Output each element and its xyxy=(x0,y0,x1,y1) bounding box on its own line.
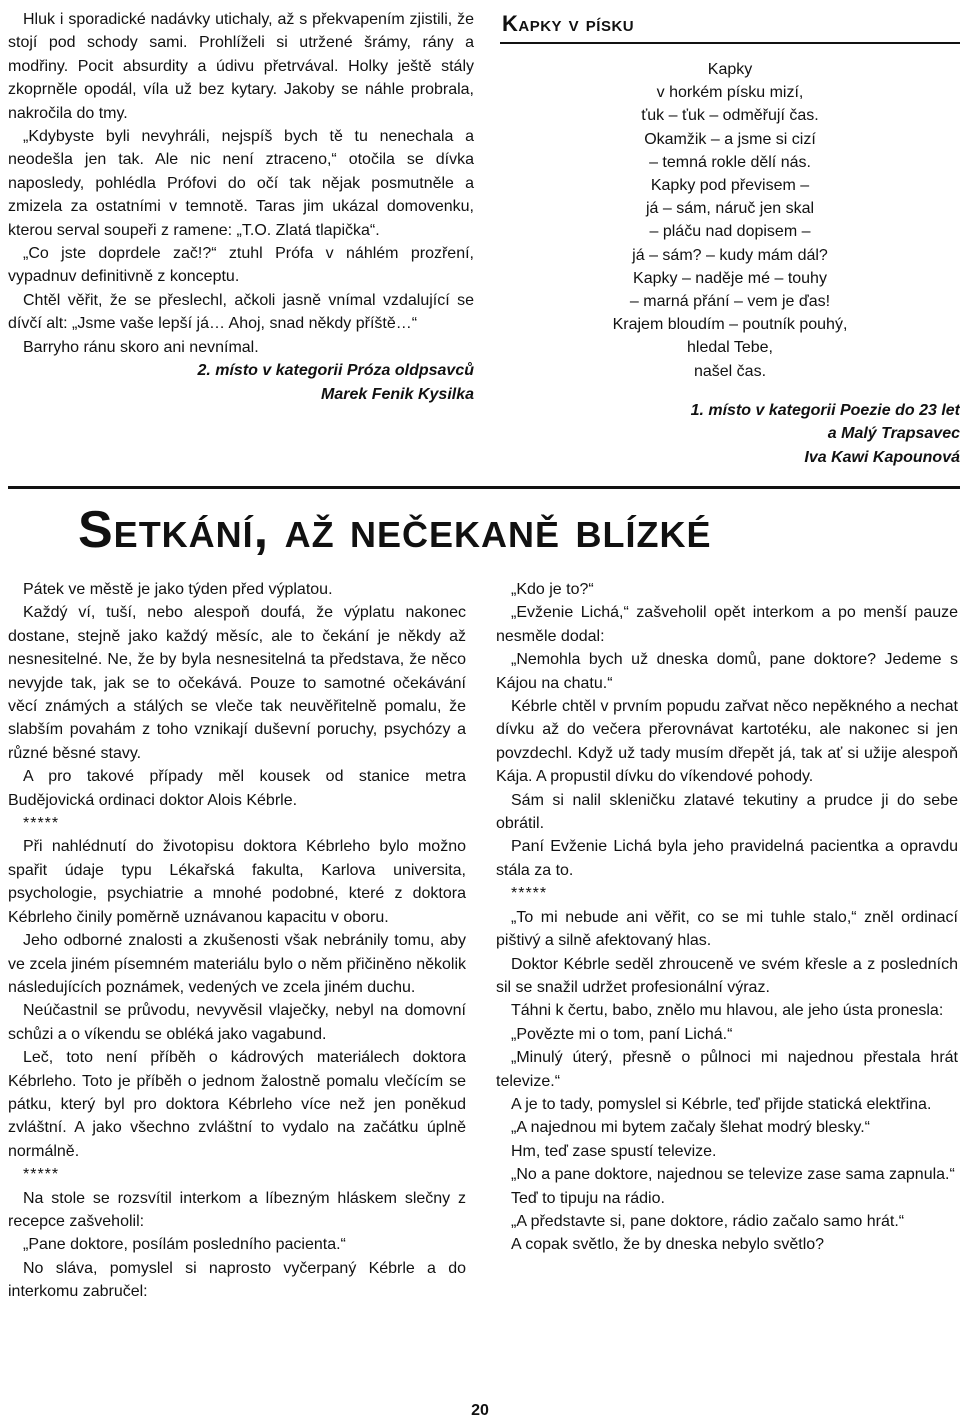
poem-line: Okamžik – a jsme si cizí xyxy=(644,130,816,148)
paragraph: Každý ví, tuší, nebo alespoň doufá, že výplatu nakonec dostane, stejně jako každý měsíc, ale to čekání je někdy až nesnesitelné. Ne, že by byla nesnesitelná ta představa, že něco nevyjde tak, jak se to očekává. Pouze to samotné očekávání věcí známých a stálých se vleče tak neuvěřitelně pomalu, že slabším povahám z toho vznikají duševní poruchy, psychózy a různé běsné stavy. xyxy=(8,604,466,762)
section-separator: ***** xyxy=(23,1166,60,1184)
poem-credit xyxy=(500,399,960,470)
paragraph: „Kdo je to?“ xyxy=(511,581,594,598)
poem-line: našel čas. xyxy=(693,362,767,380)
paragraph: A copak světlo, že by dneska nebylo světlo? xyxy=(511,1236,825,1254)
poem-line: v horkém písku mizí, xyxy=(656,84,804,102)
paragraph: Doktor Kébrle seděl zhrouceně ve svém křesle a z posledních sil se snažil udržet profesionální výraz. xyxy=(496,955,958,996)
paragraph: „Minulý úterý, přesně o půlnoci mi najednou přestala hrát televize.“ xyxy=(496,1049,958,1090)
paragraph: Leč, toto není příběh o kádrových materiálech doktora Kébrleho. Toto je příběh o jednom žalostně pomalu vlečícím se pátku, který byl pro doktora Kébrleho více než jen poněkud zvláštní. A jako všechno zvláštní to vydalo na začátku úplně normálně. xyxy=(8,1049,466,1160)
poem-line: Kapky pod převisem – xyxy=(650,177,810,195)
paragraph: Sám si nalil skleničku zlatavé tekutiny a prudce ji do sebe obrátil. xyxy=(496,791,958,833)
poem-line: Krajem bloudím – poutník pouhý, xyxy=(612,316,848,334)
story-ending-column xyxy=(8,8,474,406)
paragraph: „A představte si, pane doktore, rádio začalo samo hrát.“ xyxy=(511,1212,905,1230)
article-heading: Setkání, až nečekaně blízké xyxy=(78,501,712,559)
poem-line: – marná přání – vem je ďas! xyxy=(629,293,831,311)
poem-line: ťuk – ťuk – odměřují čas. xyxy=(641,107,819,125)
paragraph: Na stole se rozsvítil interkom a líbezným hláskem slečny z recepce zašveholil: xyxy=(8,1189,466,1230)
poem-line: hledal Tebe, xyxy=(687,339,773,357)
poem-line: já – sám, náruč jen skal xyxy=(645,200,815,218)
paragraph: Barryho ránu skoro ani nevnímal. xyxy=(23,338,259,356)
credit-line: Iva Kawi Kapounová xyxy=(804,448,960,466)
poem-line: Kapky – naděje mé – touhy xyxy=(633,269,827,287)
paragraph: „To mi nebude ani věřit, co se mi tuhle stalo,“ zněl ordinací pištivý a silně afektovaný hlas. xyxy=(496,908,958,950)
paragraph: „Pane doktore, posílám posledního pacienta.“ xyxy=(23,1236,346,1254)
credit-line: 2. místo v kategorii Próza oldpsavců xyxy=(197,362,474,380)
article-column-right xyxy=(496,578,958,1257)
paragraph: Pátek ve městě je jako týden před výplatou. xyxy=(23,581,333,598)
paragraph: „A najednou mi bytem začaly šlehat modrý blesky.“ xyxy=(511,1119,870,1137)
poem-line: – pláču nad dopisem – xyxy=(649,223,811,241)
page-number: 20 xyxy=(471,1402,489,1419)
paragraph: A pro takové případy měl kousek od stanice metra Budějovická ordinaci doktor Alois Kébrle. xyxy=(8,768,466,809)
paragraph: Paní Evženie Lichá byla jeho pravidelná pacientka a opravdu stála za to. xyxy=(496,838,958,879)
paragraph: „Kdybyste byli nevyhráli, nejspíš bych tě tu nenechala a neodešla jen tak. Ale nic není ztraceno,“ otočila se dívka naposledy, pohlédla Prófovi do očí tak nějak posmutněle a zmizela za ostatními v temnotě. Taras jim ukázal domovenku, kterou serval soupeři z ramene: „T.O. Zlatá tlapička“. xyxy=(8,128,474,239)
paragraph: „Nemohla bych už dneska domů, pane doktore? Jedeme s Kájou na chatu.“ xyxy=(496,651,958,692)
paragraph: „No a pane doktore, najednou se televize zase sama zapnula.“ xyxy=(511,1166,955,1184)
poem-column xyxy=(500,8,960,469)
paragraph: Při nahlédnutí do životopisu doktora Kébrleho bylo možno spařit údaje typu Lékařská fakulta, Karlova universita, psychologie, psychiatrie a mnohé podobné, které z doktora Kébrleho činily poměrně uznávanou kapacitu v oboru. xyxy=(8,838,466,926)
poem-line: – temná rokle dělí nás. xyxy=(649,153,811,171)
paragraph: „Evženie Lichá,“ zašveholil opět interkom a po menší pauze nesměle dodal: xyxy=(496,604,958,645)
paragraph: Kébrle chtěl v prvním popudu zařvat něco nepěkného a nechat dívku až do večera přerovnávat kartotéku, ale nakonec si jen povzdechl. Když už tady musím dřepět já, tak ať si užije alespoň Kája. A propustil dívku do víkendové pohody. xyxy=(496,698,958,786)
paragraph: Teď to tipuju na rádio. xyxy=(511,1189,665,1207)
poem-line: já – sám? – kudy mám dál? xyxy=(632,246,828,264)
poem-title: Kapky v písku xyxy=(500,8,960,44)
paragraph: No sláva, pomyslel si naprosto vyčerpaný Kébrle a do interkomu zabručel: xyxy=(8,1259,466,1301)
section-divider xyxy=(8,486,960,489)
paragraph: Chtěl věřit, že se přeslechl, ačkoli jasně vnímal vzdalující se dívčí alt: „Jsme vaše lepší já… Ahoj, snad někdy příště…“ xyxy=(8,291,474,333)
paragraph: Táhni k čertu, babo, znělo mu hlavou, ale jeho ústa pronesla: xyxy=(511,1002,944,1020)
paragraph: „Co jste doprdele zač!?“ ztuhl Prófa v náhlém prozření, vypadnuv definitivně z konceptu. xyxy=(8,245,474,286)
paragraph: Hluk i sporadické nadávky utichaly, až s překvapením zjistili, že stojí pod schody sami. Prohlíželi si utržené šrámy, rány a modřiny. Pocit absurdity a údivu přetrvával. Holky ještě stály zkoprněle opodál, víla už bez kytary. Jakoby se náhle probrala, nakročila do tmy. xyxy=(8,11,474,122)
credit-line: Marek Fenik Kysilka xyxy=(321,385,474,403)
poem-line: Kapky xyxy=(707,61,753,78)
paragraph: A je to tady, pomyslel si Kébrle, teď přijde statická elektřina. xyxy=(511,1095,932,1113)
article-column-left xyxy=(8,578,466,1304)
section-separator: ***** xyxy=(23,815,60,833)
paragraph: Hm, teď zase spustí televize. xyxy=(511,1142,717,1160)
paragraph: „Povězte mi o tom, paní Lichá.“ xyxy=(511,1025,733,1043)
credit-line: 1. místo v kategorii Poezie do 23 let xyxy=(690,401,960,419)
section-separator: ***** xyxy=(511,885,548,903)
story-credit xyxy=(8,359,474,406)
paragraph: Jeho odborné znalosti a zkušenosti však nebránily tomu, aby ve zcela jiném písemném materiálu bylo o něm přičiněno několik následujících poznámek, vedených ve zcela jiném duchu. xyxy=(8,932,466,996)
poem xyxy=(500,58,960,383)
paragraph: Neúčastnil se průvodu, nevyvěsil vlaječky, nebyl na domovní schůzi a o víkendu se obléká jako vagabund. xyxy=(8,1002,466,1043)
credit-line: a Malý Trapsavec xyxy=(827,425,960,443)
